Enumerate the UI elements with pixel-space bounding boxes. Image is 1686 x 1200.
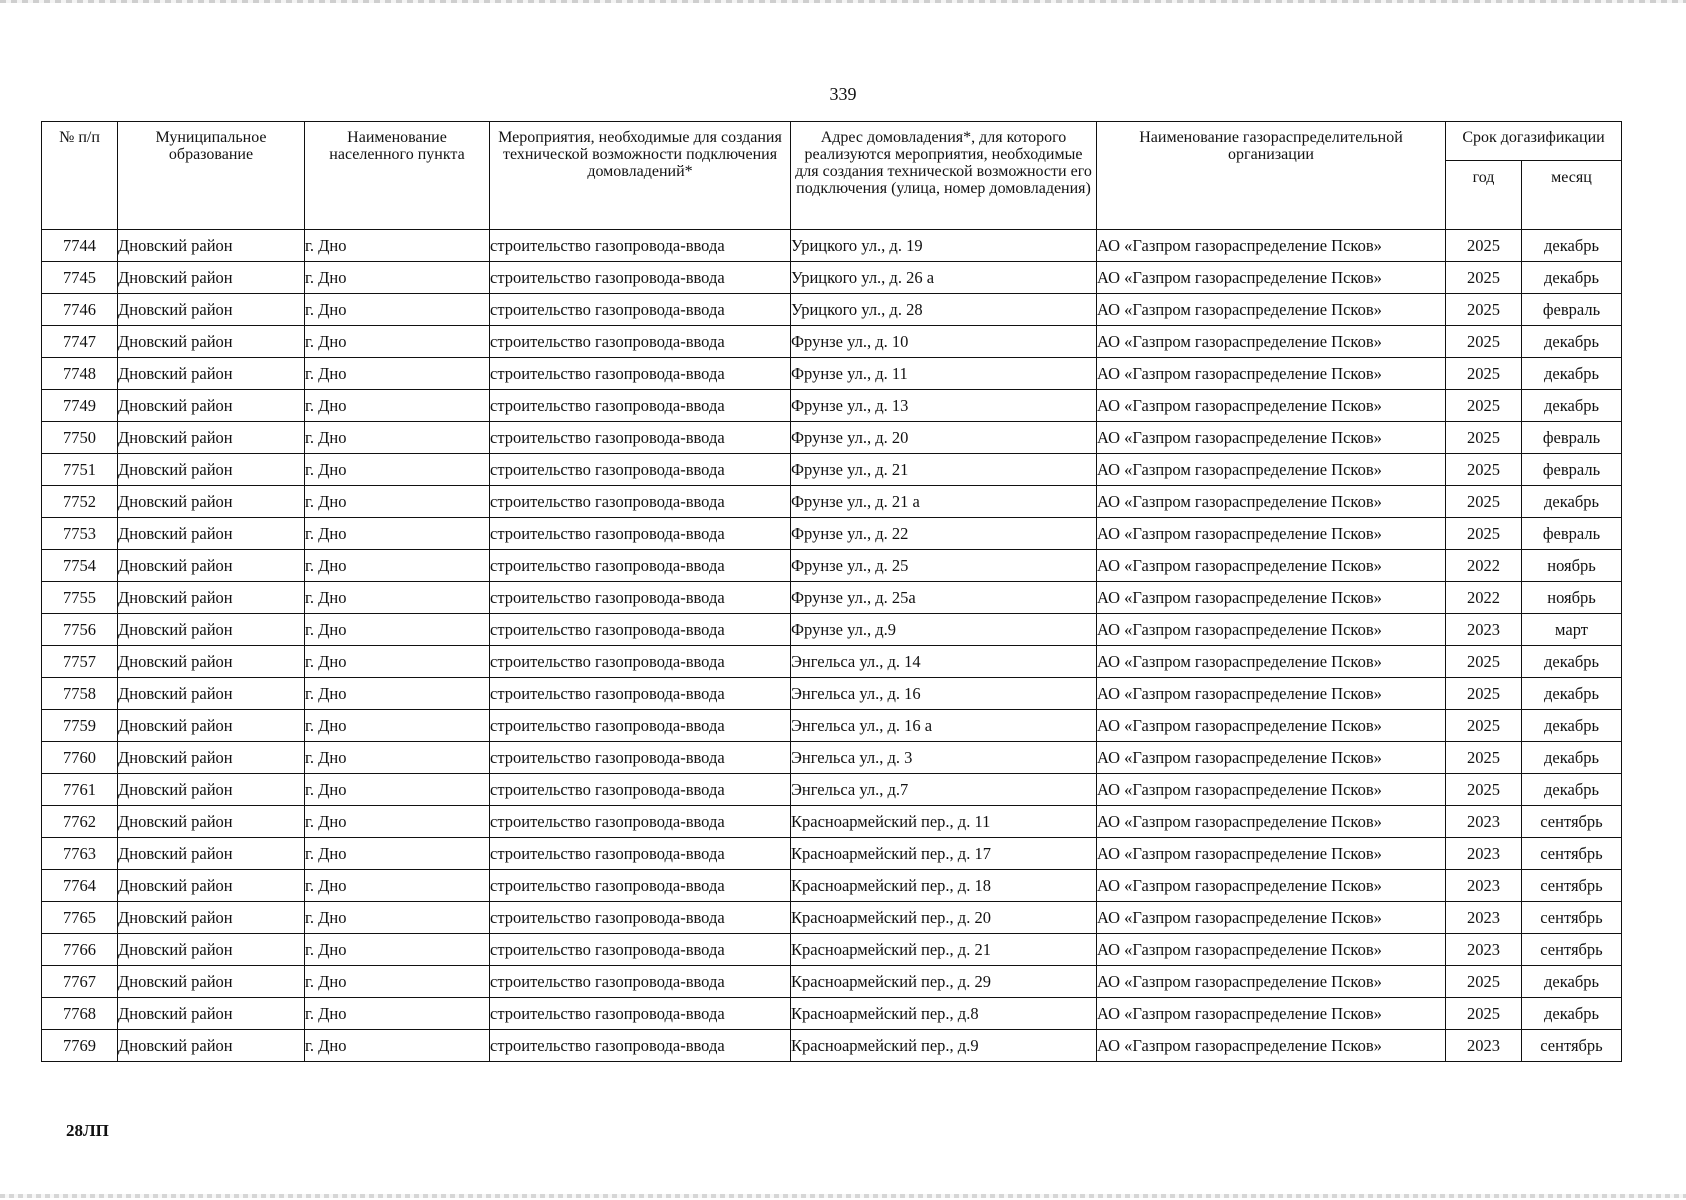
cell-municipality: Дновский район bbox=[118, 358, 305, 390]
cell-settlement: г. Дно bbox=[305, 454, 490, 486]
cell-month: декабрь bbox=[1522, 742, 1622, 774]
cell-municipality: Дновский район bbox=[118, 806, 305, 838]
cell-num: 7768 bbox=[42, 998, 118, 1030]
cell-settlement: г. Дно bbox=[305, 614, 490, 646]
cell-settlement: г. Дно bbox=[305, 262, 490, 294]
cell-num: 7751 bbox=[42, 454, 118, 486]
cell-month: декабрь bbox=[1522, 326, 1622, 358]
cell-organization: АО «Газпром газораспределение Псков» bbox=[1097, 934, 1446, 966]
cell-num: 7755 bbox=[42, 582, 118, 614]
cell-municipality: Дновский район bbox=[118, 326, 305, 358]
cell-organization: АО «Газпром газораспределение Псков» bbox=[1097, 486, 1446, 518]
cell-measure: строительство газопровода-ввода bbox=[490, 1030, 791, 1062]
cell-year: 2023 bbox=[1446, 870, 1522, 902]
cell-municipality: Дновский район bbox=[118, 390, 305, 422]
cell-settlement: г. Дно bbox=[305, 678, 490, 710]
cell-settlement: г. Дно bbox=[305, 870, 490, 902]
cell-measure: строительство газопровода-ввода bbox=[490, 390, 791, 422]
cell-settlement: г. Дно bbox=[305, 390, 490, 422]
header-municipality: Муниципальное образование bbox=[118, 122, 305, 230]
table-row bbox=[42, 806, 1622, 838]
cell-settlement: г. Дно bbox=[305, 742, 490, 774]
cell-settlement: г. Дно bbox=[305, 582, 490, 614]
cell-year: 2025 bbox=[1446, 518, 1522, 550]
cell-municipality: Дновский район bbox=[118, 486, 305, 518]
page-number: 339 bbox=[829, 84, 857, 104]
cell-measure: строительство газопровода-ввода bbox=[490, 230, 791, 262]
table-row bbox=[42, 518, 1622, 550]
cell-organization: АО «Газпром газораспределение Псков» bbox=[1097, 230, 1446, 262]
cell-municipality: Дновский район bbox=[118, 710, 305, 742]
cell-measure: строительство газопровода-ввода bbox=[490, 966, 791, 998]
table-row bbox=[42, 326, 1622, 358]
cell-organization: АО «Газпром газораспределение Псков» bbox=[1097, 262, 1446, 294]
cell-organization: АО «Газпром газораспределение Псков» bbox=[1097, 646, 1446, 678]
cell-address: Красноармейский пер., д. 17 bbox=[791, 838, 1097, 870]
cell-num: 7767 bbox=[42, 966, 118, 998]
cell-num: 7766 bbox=[42, 934, 118, 966]
cell-municipality: Дновский район bbox=[118, 614, 305, 646]
cell-month: декабрь bbox=[1522, 262, 1622, 294]
cell-month: сентябрь bbox=[1522, 806, 1622, 838]
cell-measure: строительство газопровода-ввода bbox=[490, 806, 791, 838]
cell-address: Урицкого ул., д. 26 а bbox=[791, 262, 1097, 294]
cell-month: декабрь bbox=[1522, 774, 1622, 806]
cell-measure: строительство газопровода-ввода bbox=[490, 486, 791, 518]
cell-measure: строительство газопровода-ввода bbox=[490, 294, 791, 326]
cell-measure: строительство газопровода-ввода bbox=[490, 934, 791, 966]
cell-settlement: г. Дно bbox=[305, 902, 490, 934]
cell-num: 7753 bbox=[42, 518, 118, 550]
cell-measure: строительство газопровода-ввода bbox=[490, 358, 791, 390]
cell-organization: АО «Газпром газораспределение Псков» bbox=[1097, 326, 1446, 358]
cell-organization: АО «Газпром газораспределение Псков» bbox=[1097, 966, 1446, 998]
cell-num: 7745 bbox=[42, 262, 118, 294]
table-header bbox=[42, 122, 1622, 230]
scan-edge-bottom bbox=[0, 1194, 1686, 1198]
table-row bbox=[42, 262, 1622, 294]
cell-address: Красноармейский пер., д. 20 bbox=[791, 902, 1097, 934]
header-num: № п/п bbox=[42, 122, 118, 230]
footer-code: 28ЛП bbox=[66, 1121, 109, 1140]
cell-measure: строительство газопровода-ввода bbox=[490, 998, 791, 1030]
cell-year: 2025 bbox=[1446, 422, 1522, 454]
table-row bbox=[42, 454, 1622, 486]
header-year: год bbox=[1446, 161, 1522, 230]
cell-organization: АО «Газпром газораспределение Псков» bbox=[1097, 550, 1446, 582]
cell-address: Фрунзе ул., д. 10 bbox=[791, 326, 1097, 358]
cell-organization: АО «Газпром газораспределение Псков» bbox=[1097, 1030, 1446, 1062]
cell-measure: строительство газопровода-ввода bbox=[490, 710, 791, 742]
cell-num: 7747 bbox=[42, 326, 118, 358]
cell-year: 2023 bbox=[1446, 838, 1522, 870]
table-row bbox=[42, 838, 1622, 870]
table-row bbox=[42, 678, 1622, 710]
scan-edge-top bbox=[0, 0, 1686, 3]
cell-measure: строительство газопровода-ввода bbox=[490, 678, 791, 710]
table-row bbox=[42, 902, 1622, 934]
cell-municipality: Дновский район bbox=[118, 454, 305, 486]
cell-municipality: Дновский район bbox=[118, 262, 305, 294]
cell-month: сентябрь bbox=[1522, 838, 1622, 870]
cell-num: 7746 bbox=[42, 294, 118, 326]
cell-settlement: г. Дно bbox=[305, 934, 490, 966]
table-row bbox=[42, 550, 1622, 582]
cell-municipality: Дновский район bbox=[118, 518, 305, 550]
table-row bbox=[42, 614, 1622, 646]
cell-year: 2022 bbox=[1446, 582, 1522, 614]
cell-address: Энгельса ул., д. 14 bbox=[791, 646, 1097, 678]
cell-measure: строительство газопровода-ввода bbox=[490, 550, 791, 582]
cell-organization: АО «Газпром газораспределение Псков» bbox=[1097, 422, 1446, 454]
cell-organization: АО «Газпром газораспределение Псков» bbox=[1097, 870, 1446, 902]
cell-month: декабрь bbox=[1522, 710, 1622, 742]
cell-settlement: г. Дно bbox=[305, 710, 490, 742]
cell-municipality: Дновский район bbox=[118, 646, 305, 678]
header-month: месяц bbox=[1522, 161, 1622, 230]
cell-address: Фрунзе ул., д. 22 bbox=[791, 518, 1097, 550]
cell-address: Фрунзе ул., д. 21 а bbox=[791, 486, 1097, 518]
cell-measure: строительство газопровода-ввода bbox=[490, 518, 791, 550]
table-row bbox=[42, 294, 1622, 326]
cell-settlement: г. Дно bbox=[305, 806, 490, 838]
cell-year: 2023 bbox=[1446, 902, 1522, 934]
cell-num: 7744 bbox=[42, 230, 118, 262]
table-row bbox=[42, 742, 1622, 774]
cell-measure: строительство газопровода-ввода bbox=[490, 774, 791, 806]
header-organization: Наименование газораспределительной организации bbox=[1097, 122, 1446, 230]
cell-month: февраль bbox=[1522, 518, 1622, 550]
cell-address: Красноармейский пер., д.9 bbox=[791, 1030, 1097, 1062]
cell-num: 7752 bbox=[42, 486, 118, 518]
cell-month: декабрь bbox=[1522, 678, 1622, 710]
table-row bbox=[42, 966, 1622, 998]
cell-year: 2025 bbox=[1446, 262, 1522, 294]
cell-num: 7762 bbox=[42, 806, 118, 838]
cell-num: 7756 bbox=[42, 614, 118, 646]
table-body bbox=[42, 230, 1622, 1062]
cell-organization: АО «Газпром газораспределение Псков» bbox=[1097, 742, 1446, 774]
cell-year: 2025 bbox=[1446, 998, 1522, 1030]
cell-organization: АО «Газпром газораспределение Псков» bbox=[1097, 294, 1446, 326]
cell-address: Фрунзе ул., д. 25 bbox=[791, 550, 1097, 582]
cell-organization: АО «Газпром газораспределение Псков» bbox=[1097, 710, 1446, 742]
cell-month: февраль bbox=[1522, 294, 1622, 326]
cell-municipality: Дновский район bbox=[118, 934, 305, 966]
cell-year: 2025 bbox=[1446, 294, 1522, 326]
cell-municipality: Дновский район bbox=[118, 678, 305, 710]
cell-address: Красноармейский пер., д. 21 bbox=[791, 934, 1097, 966]
header-deadline: Срок догазификации bbox=[1446, 122, 1622, 161]
cell-month: декабрь bbox=[1522, 998, 1622, 1030]
cell-settlement: г. Дно bbox=[305, 230, 490, 262]
header-settlement: Наименование населенного пункта bbox=[305, 122, 490, 230]
cell-municipality: Дновский район bbox=[118, 230, 305, 262]
table-row bbox=[42, 934, 1622, 966]
cell-address: Энгельса ул., д. 16 а bbox=[791, 710, 1097, 742]
cell-municipality: Дновский район bbox=[118, 582, 305, 614]
cell-municipality: Дновский район bbox=[118, 966, 305, 998]
cell-address: Энгельса ул., д.7 bbox=[791, 774, 1097, 806]
cell-year: 2023 bbox=[1446, 614, 1522, 646]
cell-measure: строительство газопровода-ввода bbox=[490, 870, 791, 902]
cell-settlement: г. Дно bbox=[305, 326, 490, 358]
cell-address: Энгельса ул., д. 3 bbox=[791, 742, 1097, 774]
cell-year: 2025 bbox=[1446, 646, 1522, 678]
cell-month: сентябрь bbox=[1522, 934, 1622, 966]
cell-num: 7758 bbox=[42, 678, 118, 710]
cell-settlement: г. Дно bbox=[305, 486, 490, 518]
table-row bbox=[42, 998, 1622, 1030]
cell-address: Красноармейский пер., д. 11 bbox=[791, 806, 1097, 838]
cell-organization: АО «Газпром газораспределение Псков» bbox=[1097, 774, 1446, 806]
cell-num: 7748 bbox=[42, 358, 118, 390]
cell-municipality: Дновский район bbox=[118, 774, 305, 806]
cell-num: 7757 bbox=[42, 646, 118, 678]
cell-organization: АО «Газпром газораспределение Псков» bbox=[1097, 518, 1446, 550]
cell-organization: АО «Газпром газораспределение Псков» bbox=[1097, 390, 1446, 422]
cell-year: 2025 bbox=[1446, 486, 1522, 518]
cell-municipality: Дновский район bbox=[118, 1030, 305, 1062]
table-row bbox=[42, 870, 1622, 902]
cell-address: Красноармейский пер., д.8 bbox=[791, 998, 1097, 1030]
cell-measure: строительство газопровода-ввода bbox=[490, 902, 791, 934]
header-address: Адрес домовладения*, для которого реализуются мероприятия, необходимые для создания технической возможности его подключения (улица, номер домовладения) bbox=[791, 122, 1097, 230]
cell-organization: АО «Газпром газораспределение Псков» bbox=[1097, 838, 1446, 870]
header-measures: Мероприятия, необходимые для создания технической возможности подключения домовладений* bbox=[490, 122, 791, 230]
cell-month: декабрь bbox=[1522, 390, 1622, 422]
cell-num: 7749 bbox=[42, 390, 118, 422]
cell-month: сентябрь bbox=[1522, 1030, 1622, 1062]
cell-num: 7754 bbox=[42, 550, 118, 582]
cell-settlement: г. Дно bbox=[305, 358, 490, 390]
cell-address: Фрунзе ул., д. 20 bbox=[791, 422, 1097, 454]
cell-measure: строительство газопровода-ввода bbox=[490, 646, 791, 678]
table-row bbox=[42, 582, 1622, 614]
cell-settlement: г. Дно bbox=[305, 422, 490, 454]
cell-month: декабрь bbox=[1522, 646, 1622, 678]
cell-address: Красноармейский пер., д. 18 bbox=[791, 870, 1097, 902]
cell-address: Урицкого ул., д. 19 bbox=[791, 230, 1097, 262]
cell-year: 2022 bbox=[1446, 550, 1522, 582]
cell-municipality: Дновский район bbox=[118, 902, 305, 934]
cell-municipality: Дновский район bbox=[118, 870, 305, 902]
cell-measure: строительство газопровода-ввода bbox=[490, 838, 791, 870]
cell-year: 2025 bbox=[1446, 774, 1522, 806]
cell-num: 7765 bbox=[42, 902, 118, 934]
cell-municipality: Дновский район bbox=[118, 838, 305, 870]
cell-year: 2023 bbox=[1446, 1030, 1522, 1062]
cell-year: 2025 bbox=[1446, 390, 1522, 422]
cell-settlement: г. Дно bbox=[305, 518, 490, 550]
cell-num: 7769 bbox=[42, 1030, 118, 1062]
cell-measure: строительство газопровода-ввода bbox=[490, 614, 791, 646]
cell-address: Фрунзе ул., д.9 bbox=[791, 614, 1097, 646]
cell-organization: АО «Газпром газораспределение Псков» bbox=[1097, 582, 1446, 614]
cell-month: декабрь bbox=[1522, 486, 1622, 518]
cell-settlement: г. Дно bbox=[305, 998, 490, 1030]
gasification-table bbox=[41, 121, 1622, 1062]
table-row bbox=[42, 422, 1622, 454]
cell-municipality: Дновский район bbox=[118, 742, 305, 774]
cell-settlement: г. Дно bbox=[305, 838, 490, 870]
cell-address: Фрунзе ул., д. 11 bbox=[791, 358, 1097, 390]
cell-settlement: г. Дно bbox=[305, 966, 490, 998]
cell-month: сентябрь bbox=[1522, 870, 1622, 902]
cell-measure: строительство газопровода-ввода bbox=[490, 454, 791, 486]
cell-organization: АО «Газпром газораспределение Псков» bbox=[1097, 902, 1446, 934]
table-row bbox=[42, 230, 1622, 262]
cell-year: 2025 bbox=[1446, 326, 1522, 358]
cell-measure: строительство газопровода-ввода bbox=[490, 582, 791, 614]
cell-num: 7761 bbox=[42, 774, 118, 806]
cell-organization: АО «Газпром газораспределение Псков» bbox=[1097, 358, 1446, 390]
cell-month: февраль bbox=[1522, 422, 1622, 454]
cell-organization: АО «Газпром газораспределение Псков» bbox=[1097, 998, 1446, 1030]
cell-month: март bbox=[1522, 614, 1622, 646]
cell-organization: АО «Газпром газораспределение Псков» bbox=[1097, 806, 1446, 838]
cell-measure: строительство газопровода-ввода bbox=[490, 326, 791, 358]
cell-month: декабрь bbox=[1522, 230, 1622, 262]
cell-month: февраль bbox=[1522, 454, 1622, 486]
cell-month: ноябрь bbox=[1522, 550, 1622, 582]
cell-organization: АО «Газпром газораспределение Псков» bbox=[1097, 678, 1446, 710]
cell-year: 2025 bbox=[1446, 710, 1522, 742]
cell-month: декабрь bbox=[1522, 966, 1622, 998]
cell-year: 2025 bbox=[1446, 454, 1522, 486]
cell-measure: строительство газопровода-ввода bbox=[490, 262, 791, 294]
cell-settlement: г. Дно bbox=[305, 294, 490, 326]
cell-address: Фрунзе ул., д. 21 bbox=[791, 454, 1097, 486]
cell-address: Фрунзе ул., д. 13 bbox=[791, 390, 1097, 422]
cell-year: 2025 bbox=[1446, 358, 1522, 390]
cell-year: 2025 bbox=[1446, 742, 1522, 774]
cell-num: 7750 bbox=[42, 422, 118, 454]
cell-municipality: Дновский район bbox=[118, 998, 305, 1030]
cell-organization: АО «Газпром газораспределение Псков» bbox=[1097, 454, 1446, 486]
table-row bbox=[42, 774, 1622, 806]
cell-settlement: г. Дно bbox=[305, 646, 490, 678]
table-row bbox=[42, 646, 1622, 678]
cell-month: сентябрь bbox=[1522, 902, 1622, 934]
cell-year: 2023 bbox=[1446, 934, 1522, 966]
cell-year: 2025 bbox=[1446, 966, 1522, 998]
table-row bbox=[42, 358, 1622, 390]
cell-num: 7764 bbox=[42, 870, 118, 902]
cell-address: Красноармейский пер., д. 29 bbox=[791, 966, 1097, 998]
cell-num: 7763 bbox=[42, 838, 118, 870]
cell-organization: АО «Газпром газораспределение Псков» bbox=[1097, 614, 1446, 646]
cell-municipality: Дновский район bbox=[118, 294, 305, 326]
cell-year: 2025 bbox=[1446, 678, 1522, 710]
table-row bbox=[42, 486, 1622, 518]
cell-settlement: г. Дно bbox=[305, 550, 490, 582]
cell-address: Фрунзе ул., д. 25а bbox=[791, 582, 1097, 614]
table-row bbox=[42, 390, 1622, 422]
table-row bbox=[42, 1030, 1622, 1062]
cell-year: 2025 bbox=[1446, 230, 1522, 262]
header-row bbox=[42, 122, 1622, 161]
cell-month: ноябрь bbox=[1522, 582, 1622, 614]
cell-address: Урицкого ул., д. 28 bbox=[791, 294, 1097, 326]
cell-settlement: г. Дно bbox=[305, 774, 490, 806]
cell-num: 7760 bbox=[42, 742, 118, 774]
cell-settlement: г. Дно bbox=[305, 1030, 490, 1062]
cell-year: 2023 bbox=[1446, 806, 1522, 838]
cell-measure: строительство газопровода-ввода bbox=[490, 422, 791, 454]
cell-address: Энгельса ул., д. 16 bbox=[791, 678, 1097, 710]
table-row bbox=[42, 710, 1622, 742]
cell-municipality: Дновский район bbox=[118, 422, 305, 454]
cell-measure: строительство газопровода-ввода bbox=[490, 742, 791, 774]
cell-num: 7759 bbox=[42, 710, 118, 742]
cell-municipality: Дновский район bbox=[118, 550, 305, 582]
cell-month: декабрь bbox=[1522, 358, 1622, 390]
